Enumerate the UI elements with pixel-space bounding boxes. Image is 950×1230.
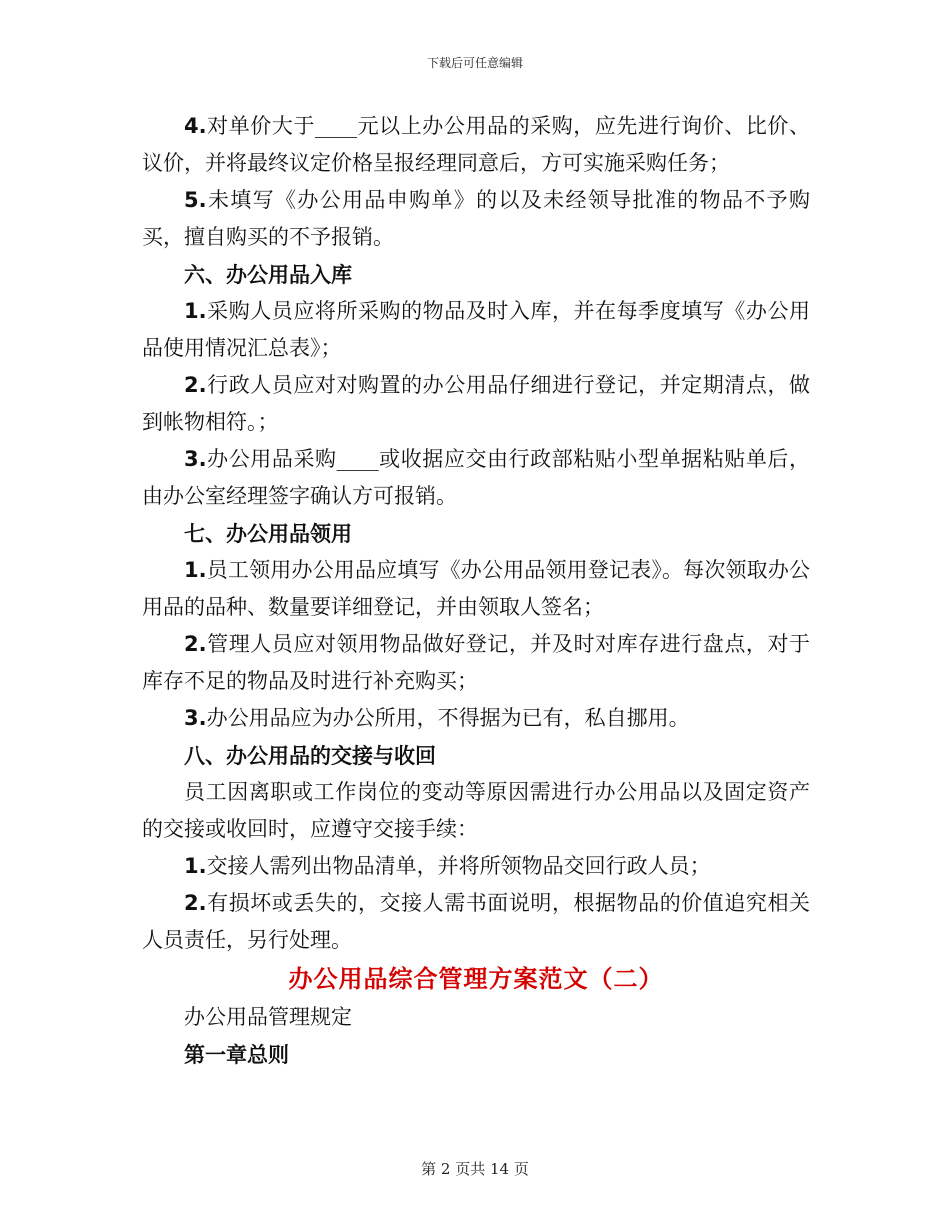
paragraph: 3.办公用品应为办公所用，不得据为已有，私自挪用。 [184, 706, 690, 730]
paragraph: 办公用品管理规定 [184, 1005, 352, 1029]
paragraph: 1.员工领用办公用品应填写《办公用品领用登记表》。每次领取办公用品的品种、数量要详细登记，并由领取人签名； [142, 558, 810, 619]
page-footer: 第 2 页共 14 页 [421, 1160, 529, 1178]
section-heading: 六、办公用品入库 [184, 262, 352, 287]
paragraph: 3.办公用品采购____或收据应交由行政部粘贴小型单据粘贴单后，由办公室经理签字确认方可报销。 [142, 447, 810, 508]
paragraph: 1.交接人需列出物品清单，并将所领物品交回行政人员； [184, 854, 711, 878]
section-title: 办公用品综合管理方案范文（二） [288, 964, 664, 993]
paragraph: 2.管理人员应对领用物品做好登记，并及时对库存进行盘点，对于库存不足的物品及时进行补充购买； [142, 632, 810, 693]
paragraph: 1.采购人员应将所采购的物品及时入库，并在每季度填写《办公用品使用情况汇总表》； [142, 299, 810, 360]
chapter-heading: 第一章总则 [184, 1042, 289, 1067]
paragraph: 2.行政人员应对对购置的办公用品仔细进行登记，并定期清点，做到帐物相符。； [142, 373, 810, 434]
section-heading: 七、办公用品领用 [184, 521, 352, 546]
paragraph: 员工因离职或工作岗位的变动等原因需进行办公用品以及固定资产的交接或收回时，应遵守交接手续： [142, 780, 810, 841]
paragraph: 2.有损坏或丢失的，交接人需书面说明，根据物品的价值追究相关人员责任，另行处理。 [142, 891, 810, 952]
paragraph: 5.未填写《办公用品申购单》的以及未经领导批准的物品不予购买，擅自购买的不予报销。 [142, 188, 810, 249]
paragraph: 4.对单价大于____元以上办公用品的采购，应先进行询价、比价、议价，并将最终议定价格呈报经理同意后，方可实施采购任务； [142, 114, 810, 175]
section-heading: 八、办公用品的交接与收回 [184, 743, 436, 768]
document-body [142, 108, 810, 1073]
page-header: 下载后可任意编辑 [426, 56, 523, 70]
